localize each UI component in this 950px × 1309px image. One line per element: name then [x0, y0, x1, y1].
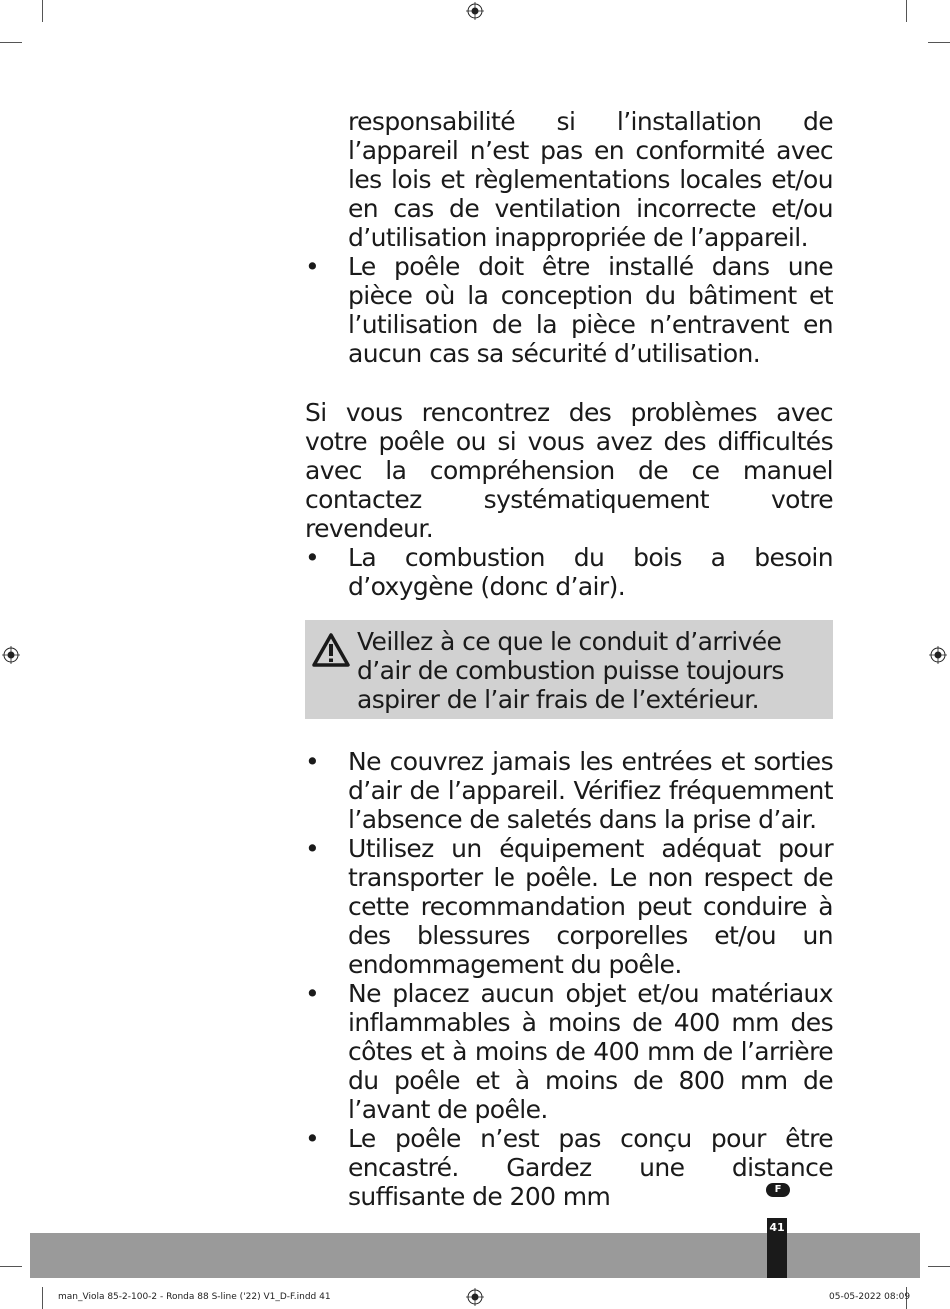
- crop-mark: [928, 42, 950, 43]
- bullet: •: [305, 543, 320, 572]
- crop-mark: [0, 1266, 22, 1267]
- slug-file-info: man_Viola 85-2-100-2 - Ronda 88 S-line ('22) V1_D-F.indd 41: [58, 1292, 331, 1302]
- list-item-text: Ne couvrez jamais les entrées et sorties d’air de l’appareil. Vérifiez fréquemment l’absence de saletés dans la prise d’air.: [348, 747, 833, 834]
- list-item: [305, 834, 833, 979]
- warning-box: [305, 620, 833, 719]
- bullet: •: [305, 747, 320, 776]
- warning-text: Veillez à ce que le conduit d’arrivée d’air de combustion puisse toujours aspirer de l’air frais de l’extérieur.: [357, 627, 784, 714]
- contact-paragraph: Si vous rencontrez des problèmes avec votre poêle ou si vous avez des difficultés avec la compréhension de ce manuel contactez systématiquement votre revendeur.: [305, 398, 833, 543]
- bullet: •: [305, 252, 320, 281]
- safety-list: [305, 747, 833, 1211]
- intro-section: [305, 107, 833, 368]
- registration-mark-icon: [466, 1288, 484, 1306]
- combustion-list: [305, 543, 833, 601]
- list-item: [305, 1124, 833, 1211]
- list-item: [305, 747, 833, 834]
- list-item: [305, 252, 833, 368]
- bullet: •: [305, 1124, 320, 1153]
- language-badge: F: [766, 1183, 790, 1197]
- list-item-text: Utilisez un équipement adéquat pour transporter le poêle. Le non respect de cette recommandation peut conduire à des blessures corporelles et/ou un endommagement du poêle.: [348, 834, 833, 979]
- list-item-text: La combustion du bois a besoin d’oxygène (donc d’air).: [348, 543, 833, 601]
- crop-mark: [906, 0, 907, 22]
- list-item-text: Le poêle doit être installé dans une pièce où la conception du bâtiment et l’utilisation de la pièce n’entravent en aucun cas sa sécurité d’utilisation.: [348, 252, 833, 368]
- registration-mark-icon: [2, 646, 20, 664]
- warning-triangle-icon: [311, 632, 351, 668]
- registration-mark-icon: [929, 646, 947, 664]
- contact-paragraph-block: [305, 398, 833, 543]
- list-item: [305, 543, 833, 601]
- bullet: •: [305, 834, 320, 863]
- bullet: •: [305, 979, 320, 1008]
- crop-mark: [928, 1266, 950, 1267]
- paragraph-continuation: responsabilité si l’installation de l’appareil n’est pas en conformité avec les lois et règlementations locales et/ou en cas de ventilation incorrecte et/ou d’utilisation inappropriée de l’appareil.: [348, 107, 833, 252]
- list-item-text: Le poêle n’est pas conçu pour être encastré. Gardez une distance suffisante de 200 mm: [348, 1124, 833, 1211]
- crop-mark: [0, 42, 22, 43]
- registration-mark-icon: [466, 2, 484, 20]
- slug-date: 05-05-2022 08:09: [829, 1292, 911, 1302]
- page-number: 41: [767, 1218, 787, 1278]
- list-item: [305, 979, 833, 1124]
- crop-mark: [42, 1287, 43, 1309]
- crop-mark: [42, 0, 43, 22]
- list-item-text: Ne placez aucun objet et/ou matériaux inflammables à moins de 400 mm des côtes et à moins de 400 mm de l’arrière du poêle et à moins de 800 mm de l’avant de poêle.: [348, 979, 833, 1124]
